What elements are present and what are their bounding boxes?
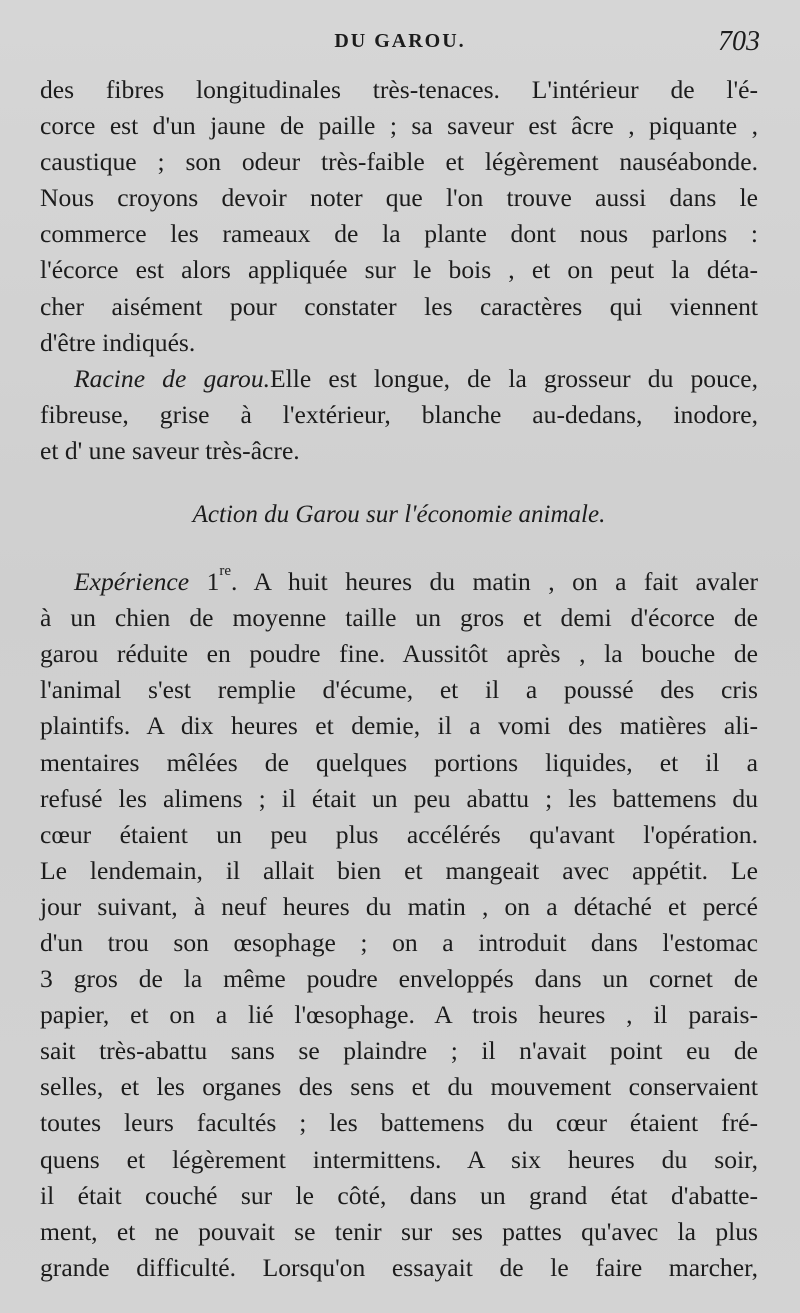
text-line: jour suivant, à neuf heures du matin , on a détaché et percé — [40, 891, 758, 921]
text-line: l'écorce est alors appliquée sur le bois , et on peut la déta- — [40, 255, 758, 285]
text-line: cœur étaient un peu plus accélérés qu'avant l'opération. — [40, 819, 758, 849]
text-line: 3 gros de la même poudre enveloppés dans un cornet de — [40, 964, 758, 994]
text-line: mentaires mêlées de quelques portions liquides, et il a — [40, 747, 758, 777]
text-span: . A huit heures du matin , on a fait avaler — [231, 567, 758, 597]
running-head: DU GAROU. — [334, 30, 466, 52]
experiment-ordinal: 1 — [206, 567, 220, 597]
section-heading: Action du Garou sur l'économie animale. — [192, 501, 606, 529]
experiment-label: Expérience — [74, 567, 190, 597]
text-line: papier, et on a lié l'œsophage. A trois heures , il parais- — [40, 1000, 758, 1030]
text-line: il était couché sur le côté, dans un grand état d'abatte- — [40, 1180, 758, 1210]
text-line: d'être indiqués. — [40, 327, 196, 357]
text-line: des fibres longitudinales très-tenaces. L'intérieur de l'é- — [40, 75, 758, 104]
text-line: refusé les alimens ; il était un peu abattu ; les battemens du — [40, 783, 758, 813]
text-line: à un chien de moyenne taille un gros et demi d'écorce de — [40, 603, 758, 633]
text-line: Nous croyons devoir noter que l'on trouve aussi dans le — [40, 183, 758, 213]
text-line: sait très-abattu sans se plaindre ; il n'avait point eu de — [40, 1036, 758, 1066]
body-text — [40, 72, 758, 1286]
text-line: et d' une saveur très-âcre. — [40, 435, 300, 465]
page-number: 703 — [718, 26, 760, 57]
text-line: Le lendemain, il allait bien et mangeait avec appétit. Le — [40, 855, 758, 885]
paragraph-title: Racine de garou. — [74, 363, 271, 393]
text-line: ment, et ne pouvait se tenir sur ses pattes qu'avec la plus — [40, 1216, 758, 1246]
text-line — [40, 564, 758, 600]
text-line: garou réduite en poudre fine. Aussitôt après , la bouche de — [40, 639, 758, 669]
text-line: quens et légèrement intermittens. A six heures du soir, — [40, 1144, 758, 1174]
text-line: d'un trou son œsophage ; on a introduit dans l'estomac — [40, 927, 758, 957]
text-line: commerce les rameaux de la plante dont nous parlons : — [40, 219, 758, 249]
ordinal-suffix: re — [219, 563, 232, 580]
text-line: l'animal s'est remplie d'écume, et il a poussé des cris — [40, 675, 758, 705]
text-line: selles, et les organes des sens et du mouvement conservaient — [40, 1072, 758, 1102]
text-line: toutes leurs facultés ; les battemens du cœur étaient fré- — [40, 1108, 758, 1138]
text-line: caustique ; son odeur très-faible et légèrement nauséabonde. — [40, 147, 758, 177]
text-line: grande difficulté. Lorsqu'on essayait de le faire marcher, — [40, 1252, 758, 1282]
text-line: corce est d'un jaune de paille ; sa saveur est âcre , piquante , — [40, 111, 758, 141]
text-line — [40, 361, 758, 397]
text-line: cher aisément pour constater les caractères qui viennent — [40, 291, 758, 321]
text-line: fibreuse, grise à l'extérieur, blanche au-dedans, inodore, — [40, 399, 758, 429]
page-header — [40, 26, 760, 60]
text-line: plaintifs. A dix heures et demie, il a vomi des matières ali- — [40, 711, 758, 741]
text-span: Elle est longue, de la grosseur du pouce, — [270, 363, 759, 393]
